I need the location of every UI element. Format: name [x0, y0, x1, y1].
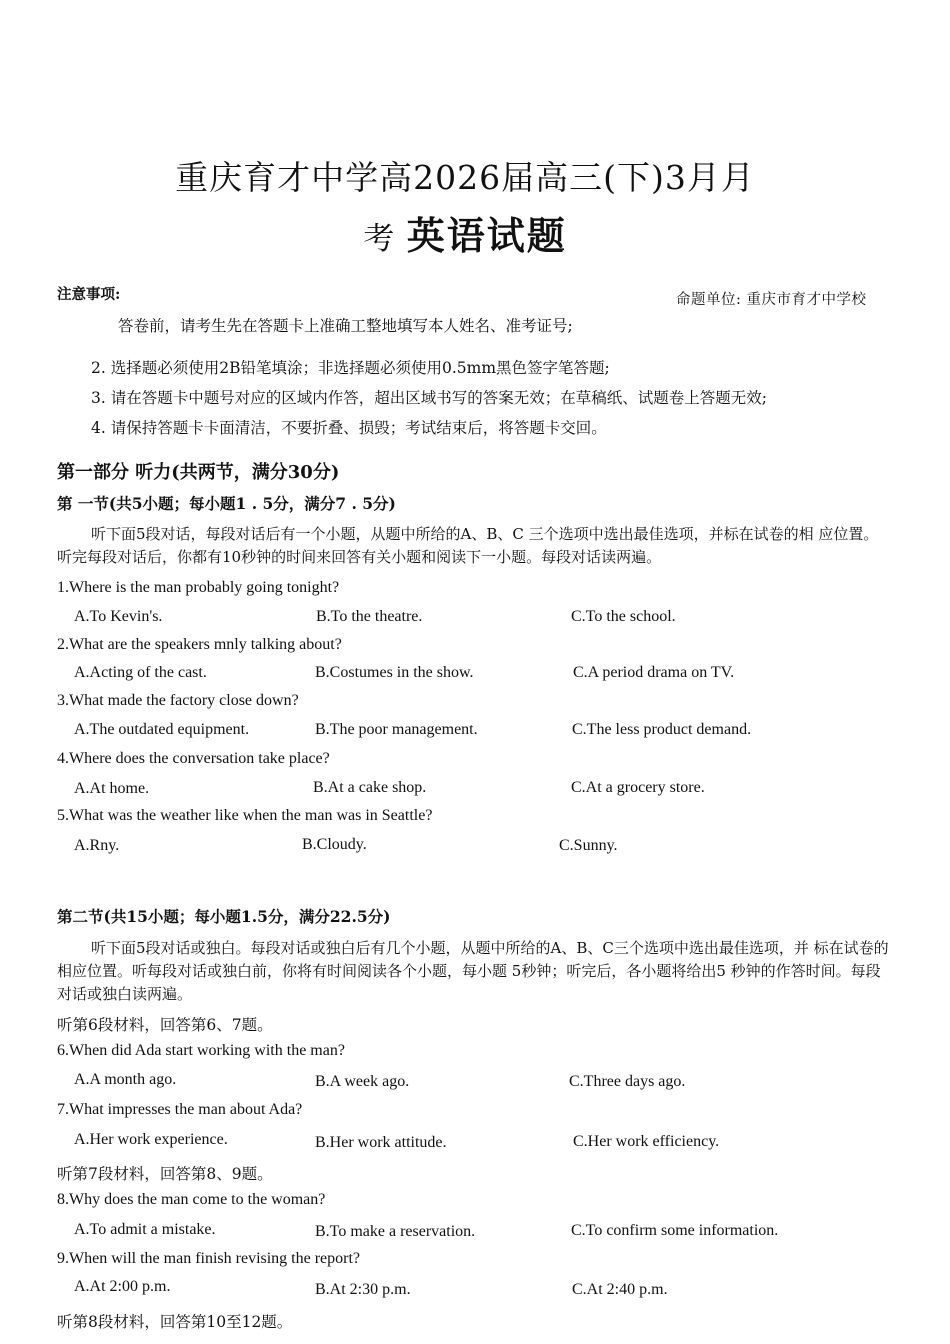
exam-title-subject: 英语试题 [406, 213, 567, 258]
question-9: 9.When will the man finish revising the report? [57, 1250, 361, 1267]
question-9-option-b: B.At 2:30 p.m. [315, 1281, 411, 1298]
question-7-option-c: C.Her work efficiency. [573, 1133, 720, 1150]
question-1-option-c: C.To the school. [571, 608, 676, 625]
notice-item-1: 答卷前，请考生先在答题卡上准确工整地填写本人姓名、准考证号; [118, 317, 573, 335]
notice-item-2: 2. 选择题必须使用2B铅笔填涂；非选择题必须使用0.5mm黑色签字笔答题; [91, 359, 610, 377]
question-8-option-c: C.To confirm some information. [571, 1222, 779, 1239]
part1-heading: 第一部分 听力(共两节，满分30分) [57, 462, 340, 483]
question-7-option-b: B.Her work attitude. [315, 1134, 447, 1151]
question-7-option-a: A.Her work experience. [74, 1131, 228, 1148]
question-8: 8.Why does the man come to the woman? [57, 1191, 326, 1208]
exam-title-line2 [0, 205, 930, 260]
question-5-option-a: A.Rny. [74, 837, 120, 854]
exam-title-line2-a: 考 [363, 221, 396, 257]
question-4-option-c: C.At a grocery store. [571, 779, 705, 796]
question-1-option-b: B.To the theatre. [316, 608, 423, 625]
question-5: 5.What was the weather like when the man was in Seattle? [57, 807, 433, 824]
question-9-option-c: C.At 2:40 p.m. [572, 1281, 668, 1298]
question-5-option-c: C.Sunny. [559, 837, 618, 854]
question-2-option-b: B.Costumes in the show. [315, 664, 474, 681]
material-7-note: 听第7段材料，回答第8、9题。 [57, 1165, 273, 1183]
question-6-option-c: C.Three days ago. [569, 1073, 686, 1090]
question-7: 7.What impresses the man about Ada? [57, 1101, 303, 1118]
question-8-option-a: A.To admit a mistake. [74, 1221, 216, 1238]
question-6: 6.When did Ada start working with the man? [57, 1042, 345, 1059]
question-2-option-a: A.Acting of the cast. [74, 664, 207, 681]
material-6-note: 听第6段材料，回答第6、7题。 [57, 1016, 273, 1034]
question-3: 3.What made the factory close down? [57, 692, 299, 709]
section2-heading: 第二节(共15小题；每小题1.5分，满分22.5分) [57, 907, 391, 926]
question-1: 1.Where is the man probably going tonight? [57, 579, 340, 596]
question-6-option-a: A.A month ago. [74, 1071, 177, 1088]
question-2: 2.What are the speakers mnly talking about? [57, 636, 342, 653]
question-1-option-a: A.To Kevin's. [74, 608, 163, 625]
notice-item-3: 3. 请在答题卡中题号对应的区域内作答，超出区域书写的答案无效；在草稿纸、试题卷上答题无效; [91, 389, 767, 407]
notice-item-4: 4. 请保持答题卡卡面清洁，不要折叠、损毁；考试结束后，将答题卡交回。 [91, 419, 607, 437]
notice-heading: 注意事项: [57, 286, 121, 303]
section1-heading: 第 一节(共5小题；每小题1 . 5分，满分7 . 5分) [57, 494, 396, 513]
question-4-option-a: A.At home. [74, 780, 150, 797]
question-3-option-c: C.The less product demand. [572, 721, 752, 738]
exam-title-line1: 重庆育才中学高2026届高三(下)3月月 [175, 158, 755, 197]
question-5-option-b: B.Cloudy. [302, 836, 367, 853]
question-3-option-b: B.The poor management. [315, 721, 478, 738]
section1-instructions: 听下面5段对话，每段对话后有一个小题，从题中所给的A、B、C 三个选项中选出最佳选项，并标在试卷的相 应位置。听完每段对话后，你都有10秒钟的时间来回答有关小题和阅读下一小题。每段对话读两遍。 [57, 525, 879, 566]
material-8-note: 听第8段材料，回答第10至12题。 [57, 1313, 293, 1331]
question-8-option-b: B.To make a reservation. [315, 1223, 476, 1240]
author-unit: 命题单位: 重庆市育才中学校 [676, 292, 867, 308]
question-4-option-b: B.At a cake shop. [313, 779, 427, 796]
question-9-option-a: A.At 2:00 p.m. [74, 1278, 171, 1295]
question-4: 4.Where does the conversation take place? [57, 750, 330, 767]
question-6-option-b: B.A week ago. [315, 1073, 410, 1090]
question-3-option-a: A.The outdated equipment. [74, 721, 250, 738]
section2-instructions: 听下面5段对话或独白。每段对话或独白后有几个小题，从题中所给的A、B、C三个选项中选出最佳选项，并 标在试卷的相应位置。听每段对话或独白前，你将有时间阅读各个小题，每小题 5秒钟；听完后，各小题将给出5 秒钟的作答时间。每段对话或独白读两遍。 [57, 939, 889, 1003]
question-2-option-c: C.A period drama on TV. [573, 664, 735, 681]
